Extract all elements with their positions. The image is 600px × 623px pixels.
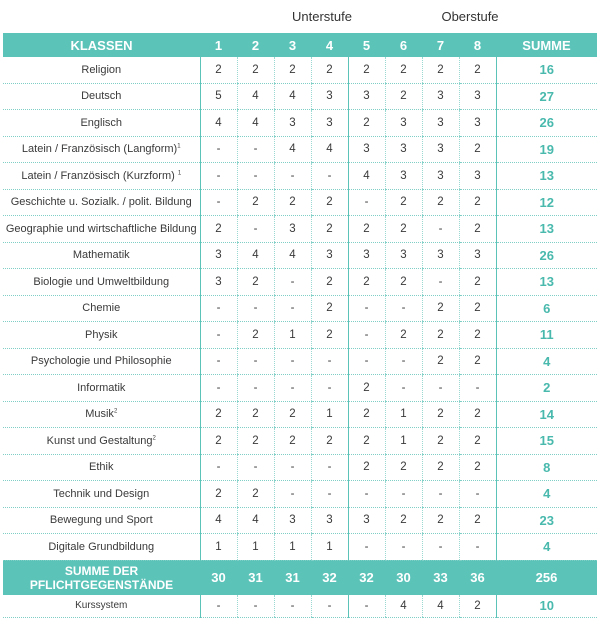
table-row xyxy=(3,136,597,163)
cell-summe: 12 xyxy=(496,189,597,216)
cell-summe: 8 xyxy=(496,454,597,481)
cell-grade-2: 2 xyxy=(237,428,274,455)
cell-grade-4: - xyxy=(311,454,348,481)
subject-label: Ethik xyxy=(89,461,114,474)
cell-grade-4: - xyxy=(311,348,348,375)
cell-summe: 2 xyxy=(496,375,597,402)
subject-label: Geographie und wirtschaftliche Bildung xyxy=(5,222,197,235)
cell-summe: 256 xyxy=(496,560,597,595)
cell-grade-8: - xyxy=(459,481,496,508)
cell-grade-5: - xyxy=(348,534,385,561)
cell-grade-1: 2 xyxy=(200,401,237,428)
cell-grade-7: 3 xyxy=(422,242,459,269)
table-row xyxy=(3,295,597,322)
cell-grade-3: 2 xyxy=(274,401,311,428)
column-header-grade-7: 7 xyxy=(422,33,459,57)
subject-label: Englisch xyxy=(80,116,123,129)
table-row xyxy=(3,534,597,561)
subject-label: Bewegung und Sport xyxy=(49,514,153,527)
cell-grade-8: 2 xyxy=(459,322,496,349)
cell-summe: 14 xyxy=(496,401,597,428)
cell-grade-6: 4 xyxy=(385,595,422,618)
cell-grade-8: - xyxy=(459,375,496,402)
cell-grade-5: 2 xyxy=(348,454,385,481)
cell-grade-6: 3 xyxy=(385,242,422,269)
cell-grade-1: 2 xyxy=(200,216,237,243)
cell-grade-5: - xyxy=(348,348,385,375)
cell-summe: 23 xyxy=(496,507,597,534)
cell-grade-6: - xyxy=(385,534,422,561)
table-row xyxy=(3,322,597,349)
cell-grade-2: 2 xyxy=(237,401,274,428)
cell-grade-2: 2 xyxy=(237,322,274,349)
cell-grade-6: - xyxy=(385,375,422,402)
cell-grade-4: 1 xyxy=(311,401,348,428)
cell-grade-6: 2 xyxy=(385,57,422,83)
cell-grade-2: 2 xyxy=(237,57,274,83)
cell-grade-7: 2 xyxy=(422,348,459,375)
cell-grade-3: 1 xyxy=(274,322,311,349)
cell-grade-4: 2 xyxy=(311,322,348,349)
cell-grade-2: 4 xyxy=(237,242,274,269)
subject-name xyxy=(3,136,200,163)
cell-grade-7: - xyxy=(422,534,459,561)
cell-summe: 16 xyxy=(496,57,597,83)
subject-name xyxy=(3,534,200,561)
cell-grade-4: 4 xyxy=(311,136,348,163)
cell-grade-5: - xyxy=(348,481,385,508)
cell-grade-3: 4 xyxy=(274,136,311,163)
group-oberstufe: Oberstufe xyxy=(441,9,499,24)
cell-grade-3: 3 xyxy=(274,110,311,137)
cell-grade-3: 3 xyxy=(274,507,311,534)
table-row xyxy=(3,348,597,375)
cell-grade-2: 4 xyxy=(237,110,274,137)
cell-grade-5: - xyxy=(348,322,385,349)
cell-grade-7: - xyxy=(422,481,459,508)
table-row xyxy=(3,110,597,137)
cell-grade-3: 2 xyxy=(274,189,311,216)
table-body xyxy=(3,57,597,617)
table-row xyxy=(3,189,597,216)
cell-grade-4: - xyxy=(311,595,348,618)
cell-grade-1: 30 xyxy=(200,560,237,595)
cell-grade-4: 3 xyxy=(311,110,348,137)
cell-summe: 13 xyxy=(496,163,597,190)
cell-grade-1: 3 xyxy=(200,242,237,269)
subject-label: Kunst und Gestaltung xyxy=(46,434,153,447)
cell-grade-2: - xyxy=(237,454,274,481)
footnote-marker: 1 xyxy=(177,143,181,150)
cell-grade-1: - xyxy=(200,295,237,322)
stage-group-header xyxy=(0,0,600,33)
cell-grade-8: 2 xyxy=(459,348,496,375)
subject-name xyxy=(3,507,200,534)
cell-grade-6: 1 xyxy=(385,401,422,428)
cell-summe: 15 xyxy=(496,428,597,455)
cell-grade-4: 3 xyxy=(311,507,348,534)
cell-grade-4: 32 xyxy=(311,560,348,595)
cell-grade-6: 2 xyxy=(385,269,422,296)
cell-summe: 19 xyxy=(496,136,597,163)
cell-grade-4: 1 xyxy=(311,534,348,561)
cell-grade-6: 2 xyxy=(385,189,422,216)
cell-grade-4: - xyxy=(311,375,348,402)
subject-name xyxy=(3,110,200,137)
table-row xyxy=(3,269,597,296)
cell-grade-5: - xyxy=(348,189,385,216)
subject-label: Religion xyxy=(81,63,122,76)
subject-name xyxy=(3,322,200,349)
cell-grade-6: 2 xyxy=(385,454,422,481)
cell-grade-5: 3 xyxy=(348,136,385,163)
cell-grade-1: 4 xyxy=(200,110,237,137)
cell-grade-2: 2 xyxy=(237,481,274,508)
cell-summe: 27 xyxy=(496,83,597,110)
cell-grade-3: - xyxy=(274,163,311,190)
table-row xyxy=(3,375,597,402)
cell-grade-6: - xyxy=(385,295,422,322)
cell-grade-4: - xyxy=(311,163,348,190)
cell-grade-8: 3 xyxy=(459,242,496,269)
cell-summe: 11 xyxy=(496,322,597,349)
cell-grade-2: - xyxy=(237,216,274,243)
cell-grade-6: 2 xyxy=(385,83,422,110)
cell-grade-8: 2 xyxy=(459,136,496,163)
subject-name xyxy=(3,216,200,243)
group-unterstufe: Unterstufe xyxy=(292,9,352,24)
column-header-grade-1: 1 xyxy=(200,33,237,57)
cell-grade-8: 2 xyxy=(459,189,496,216)
cell-summe: 13 xyxy=(496,269,597,296)
cell-grade-2: - xyxy=(237,595,274,618)
cell-grade-1: - xyxy=(200,189,237,216)
cell-grade-1: 2 xyxy=(200,57,237,83)
subject-label: Biologie und Umweltbildung xyxy=(33,275,170,288)
cell-grade-3: 3 xyxy=(274,216,311,243)
cell-summe: 4 xyxy=(496,348,597,375)
cell-grade-3: - xyxy=(274,595,311,618)
cell-summe: 13 xyxy=(496,216,597,243)
cell-grade-3: 4 xyxy=(274,242,311,269)
cell-grade-4: 2 xyxy=(311,189,348,216)
table-row xyxy=(3,454,597,481)
cell-grade-2: 31 xyxy=(237,560,274,595)
column-header-grade-6: 6 xyxy=(385,33,422,57)
cell-grade-1: 2 xyxy=(200,481,237,508)
cell-grade-4: 3 xyxy=(311,242,348,269)
subject-label: Mathematik xyxy=(72,249,130,262)
cell-grade-1: 3 xyxy=(200,269,237,296)
cell-summe: 26 xyxy=(496,242,597,269)
cell-grade-2: - xyxy=(237,348,274,375)
cell-grade-4: 2 xyxy=(311,295,348,322)
cell-grade-2: - xyxy=(237,295,274,322)
cell-grade-4: 2 xyxy=(311,269,348,296)
cell-grade-1: - xyxy=(200,136,237,163)
cell-grade-8: 2 xyxy=(459,295,496,322)
cell-grade-1: 5 xyxy=(200,83,237,110)
total-row xyxy=(3,560,597,595)
cell-grade-1: - xyxy=(200,163,237,190)
cell-summe: 4 xyxy=(496,534,597,561)
table-row xyxy=(3,216,597,243)
subject-name xyxy=(3,348,200,375)
cell-grade-7: - xyxy=(422,216,459,243)
subject-name xyxy=(3,454,200,481)
cell-grade-3: - xyxy=(274,454,311,481)
cell-grade-1: 4 xyxy=(200,507,237,534)
cell-grade-3: - xyxy=(274,375,311,402)
cell-grade-3: - xyxy=(274,295,311,322)
cell-grade-2: - xyxy=(237,136,274,163)
cell-grade-8: 2 xyxy=(459,507,496,534)
cell-grade-7: - xyxy=(422,375,459,402)
subject-name xyxy=(3,481,200,508)
subject-label: Digitale Grundbildung xyxy=(48,540,155,553)
cell-grade-8: 2 xyxy=(459,401,496,428)
kurssystem-label: Kurssystem xyxy=(3,595,200,618)
cell-grade-3: - xyxy=(274,348,311,375)
cell-grade-5: 3 xyxy=(348,83,385,110)
cell-grade-1: 2 xyxy=(200,428,237,455)
cell-grade-3: 2 xyxy=(274,428,311,455)
subject-label: Latein / Französisch (Langform) xyxy=(21,143,178,156)
subject-name xyxy=(3,189,200,216)
cell-grade-6: 2 xyxy=(385,216,422,243)
cell-grade-7: 2 xyxy=(422,295,459,322)
subject-label: Chemie xyxy=(82,302,121,315)
total-label-line2: PFLICHTGEGENSTÄNDE xyxy=(29,577,174,592)
cell-grade-2: 2 xyxy=(237,189,274,216)
cell-grade-7: 2 xyxy=(422,507,459,534)
column-header-grade-8: 8 xyxy=(459,33,496,57)
cell-grade-8: 2 xyxy=(459,428,496,455)
cell-grade-7: 3 xyxy=(422,136,459,163)
cell-grade-3: 1 xyxy=(274,534,311,561)
cell-grade-1: - xyxy=(200,348,237,375)
cell-summe: 6 xyxy=(496,295,597,322)
subject-label: Geschichte u. Sozialk. / polit. Bildung xyxy=(10,196,192,209)
cell-grade-7: - xyxy=(422,269,459,296)
subject-name xyxy=(3,375,200,402)
cell-grade-6: 3 xyxy=(385,136,422,163)
cell-grade-3: - xyxy=(274,269,311,296)
cell-grade-5: 2 xyxy=(348,216,385,243)
cell-grade-8: - xyxy=(459,534,496,561)
cell-grade-4: 3 xyxy=(311,83,348,110)
total-label-line1: SUMME DER xyxy=(64,563,139,578)
subject-name xyxy=(3,295,200,322)
cell-grade-7: 3 xyxy=(422,110,459,137)
cell-grade-6: 2 xyxy=(385,507,422,534)
table-row xyxy=(3,83,597,110)
column-header-grade-2: 2 xyxy=(237,33,274,57)
cell-grade-8: 2 xyxy=(459,595,496,618)
cell-grade-2: 4 xyxy=(237,507,274,534)
subject-label: Psychologie und Philosophie xyxy=(30,355,172,368)
cell-grade-6: 2 xyxy=(385,322,422,349)
cell-grade-5: 2 xyxy=(348,110,385,137)
cell-grade-5: 2 xyxy=(348,428,385,455)
cell-grade-5: 32 xyxy=(348,560,385,595)
cell-grade-1: - xyxy=(200,595,237,618)
table-row xyxy=(3,242,597,269)
cell-grade-2: 4 xyxy=(237,83,274,110)
cell-grade-5: 2 xyxy=(348,375,385,402)
cell-grade-5: - xyxy=(348,595,385,618)
table-row xyxy=(3,163,597,190)
cell-grade-7: 2 xyxy=(422,57,459,83)
subject-name xyxy=(3,163,200,190)
subject-name xyxy=(3,83,200,110)
cell-grade-7: 2 xyxy=(422,189,459,216)
total-label xyxy=(3,560,200,595)
cell-grade-5: 3 xyxy=(348,242,385,269)
cell-grade-5: 2 xyxy=(348,57,385,83)
cell-grade-7: 3 xyxy=(422,163,459,190)
cell-grade-5: 3 xyxy=(348,507,385,534)
cell-grade-8: 2 xyxy=(459,454,496,481)
subject-label: Musik xyxy=(85,408,114,421)
cell-grade-6: - xyxy=(385,481,422,508)
cell-grade-8: 3 xyxy=(459,83,496,110)
table-row xyxy=(3,57,597,83)
cell-grade-3: - xyxy=(274,481,311,508)
cell-grade-2: 2 xyxy=(237,269,274,296)
cell-summe: 26 xyxy=(496,110,597,137)
subject-label: Deutsch xyxy=(81,90,122,103)
table-row xyxy=(3,428,597,455)
cell-grade-6: 3 xyxy=(385,163,422,190)
table-header-row xyxy=(3,33,597,57)
subject-name xyxy=(3,428,200,455)
cell-grade-4: 2 xyxy=(311,57,348,83)
cell-grade-6: 3 xyxy=(385,110,422,137)
cell-grade-7: 4 xyxy=(422,595,459,618)
cell-grade-8: 2 xyxy=(459,216,496,243)
cell-grade-2: - xyxy=(237,375,274,402)
cell-grade-6: - xyxy=(385,348,422,375)
cell-grade-3: 31 xyxy=(274,560,311,595)
cell-grade-6: 1 xyxy=(385,428,422,455)
cell-grade-1: - xyxy=(200,454,237,481)
cell-grade-7: 3 xyxy=(422,83,459,110)
cell-summe: 10 xyxy=(496,595,597,618)
subject-label: Latein / Französisch (Kurzform) xyxy=(21,169,178,182)
footnote-marker: 1 xyxy=(177,170,182,177)
subject-label: Physik xyxy=(85,328,118,341)
column-header-summe: SUMME xyxy=(496,33,597,57)
curriculum-table xyxy=(3,33,597,618)
cell-grade-7: 2 xyxy=(422,454,459,481)
cell-grade-8: 2 xyxy=(459,57,496,83)
cell-grade-5: 2 xyxy=(348,269,385,296)
table-row xyxy=(3,481,597,508)
cell-grade-2: - xyxy=(237,163,274,190)
cell-grade-7: 2 xyxy=(422,322,459,349)
column-header-klassen: KLASSEN xyxy=(3,33,200,57)
cell-summe: 4 xyxy=(496,481,597,508)
column-header-grade-4: 4 xyxy=(311,33,348,57)
kurssystem-row xyxy=(3,595,597,618)
subject-name xyxy=(3,401,200,428)
cell-grade-7: 2 xyxy=(422,401,459,428)
cell-grade-1: - xyxy=(200,322,237,349)
cell-grade-8: 3 xyxy=(459,110,496,137)
subject-label: Informatik xyxy=(77,381,126,394)
cell-grade-1: 1 xyxy=(200,534,237,561)
cell-grade-1: - xyxy=(200,375,237,402)
cell-grade-4: - xyxy=(311,481,348,508)
cell-grade-7: 33 xyxy=(422,560,459,595)
table-row xyxy=(3,507,597,534)
cell-grade-5: 4 xyxy=(348,163,385,190)
cell-grade-3: 2 xyxy=(274,57,311,83)
cell-grade-6: 30 xyxy=(385,560,422,595)
cell-grade-8: 36 xyxy=(459,560,496,595)
cell-grade-3: 4 xyxy=(274,83,311,110)
cell-grade-8: 2 xyxy=(459,269,496,296)
cell-grade-5: - xyxy=(348,295,385,322)
cell-grade-4: 2 xyxy=(311,428,348,455)
cell-grade-8: 3 xyxy=(459,163,496,190)
table-row xyxy=(3,401,597,428)
subject-label: Technik und Design xyxy=(53,487,150,500)
footnote-marker: 2 xyxy=(113,408,118,415)
subject-name xyxy=(3,242,200,269)
column-header-grade-3: 3 xyxy=(274,33,311,57)
subject-name xyxy=(3,269,200,296)
footnote-marker: 2 xyxy=(152,435,156,442)
cell-grade-2: 1 xyxy=(237,534,274,561)
cell-grade-5: 2 xyxy=(348,401,385,428)
cell-grade-7: 2 xyxy=(422,428,459,455)
cell-grade-4: 2 xyxy=(311,216,348,243)
column-header-grade-5: 5 xyxy=(348,33,385,57)
subject-name xyxy=(3,57,200,83)
